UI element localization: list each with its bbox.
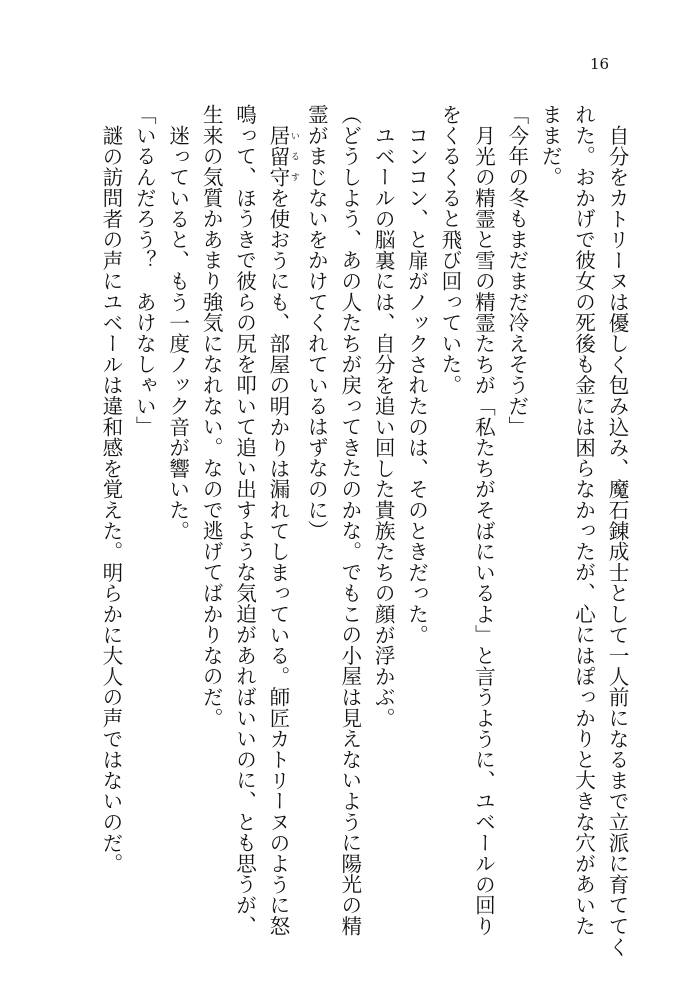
text-line: をくるくると飛び回っていた。 [437, 104, 462, 396]
text-line: れた。おかげで彼女の死後も金には困らなかったが、心にはぽっかりと大きな穴があいた [571, 104, 596, 936]
page-number: 16 [590, 55, 610, 73]
text-line: ユベールの脳裏には、自分を追い回した貴族たちの顔が浮かぶ。 [371, 124, 396, 728]
ruby-word [265, 124, 300, 187]
body-text [94, 104, 634, 974]
text-line: 生来の気質かあまり強気になれない。なので逃げてばかりなのだ。 [199, 104, 224, 728]
text-line: （どうしよう、あの人たちが戻ってきたのかな。でもこの小屋は見えないように陽光の精 [337, 104, 362, 936]
text-line: ままだ。 [538, 104, 563, 188]
text-line: 月光の精霊と雪の精霊たちが「私たちがそばにいるよ」と言うように、ユベールの回り [471, 124, 496, 936]
text-line [261, 104, 299, 974]
text-line: 鳴って、ほうきで彼らの尻を叩いて追い出すような気迫があればいいのに、とも思うが、 [232, 104, 257, 936]
text-line: コンコン、と扉がノックされたのは、そのときだった。 [404, 124, 429, 645]
ruby-reading: いるす [288, 124, 300, 187]
ruby-base: 居留守 [265, 124, 290, 187]
ruby-line-rest: を使おうにも、部屋の明かりは漏れてしまっている。師匠カトリーヌのように怒 [265, 187, 290, 936]
text-line: 謎の訪問者の声にユベールは違和感を覚えた。明らかに大人の声ではないのだ。 [98, 124, 123, 874]
text-line: 霊がまじないをかけてくれているはずなのに） [304, 104, 329, 541]
text-line: 自分をカトリーヌは優しく包み込み、魔石錬成士として一人前になるまで立派に育ててく [605, 124, 629, 957]
text-line: 「今年の冬もまだまだ冷えそうだ」 [504, 104, 529, 437]
text-line: 迷っていると、もう一度ノック音が響いた。 [165, 124, 190, 541]
text-line: 「いるんだろう？ あけなしゃい」 [132, 104, 157, 437]
